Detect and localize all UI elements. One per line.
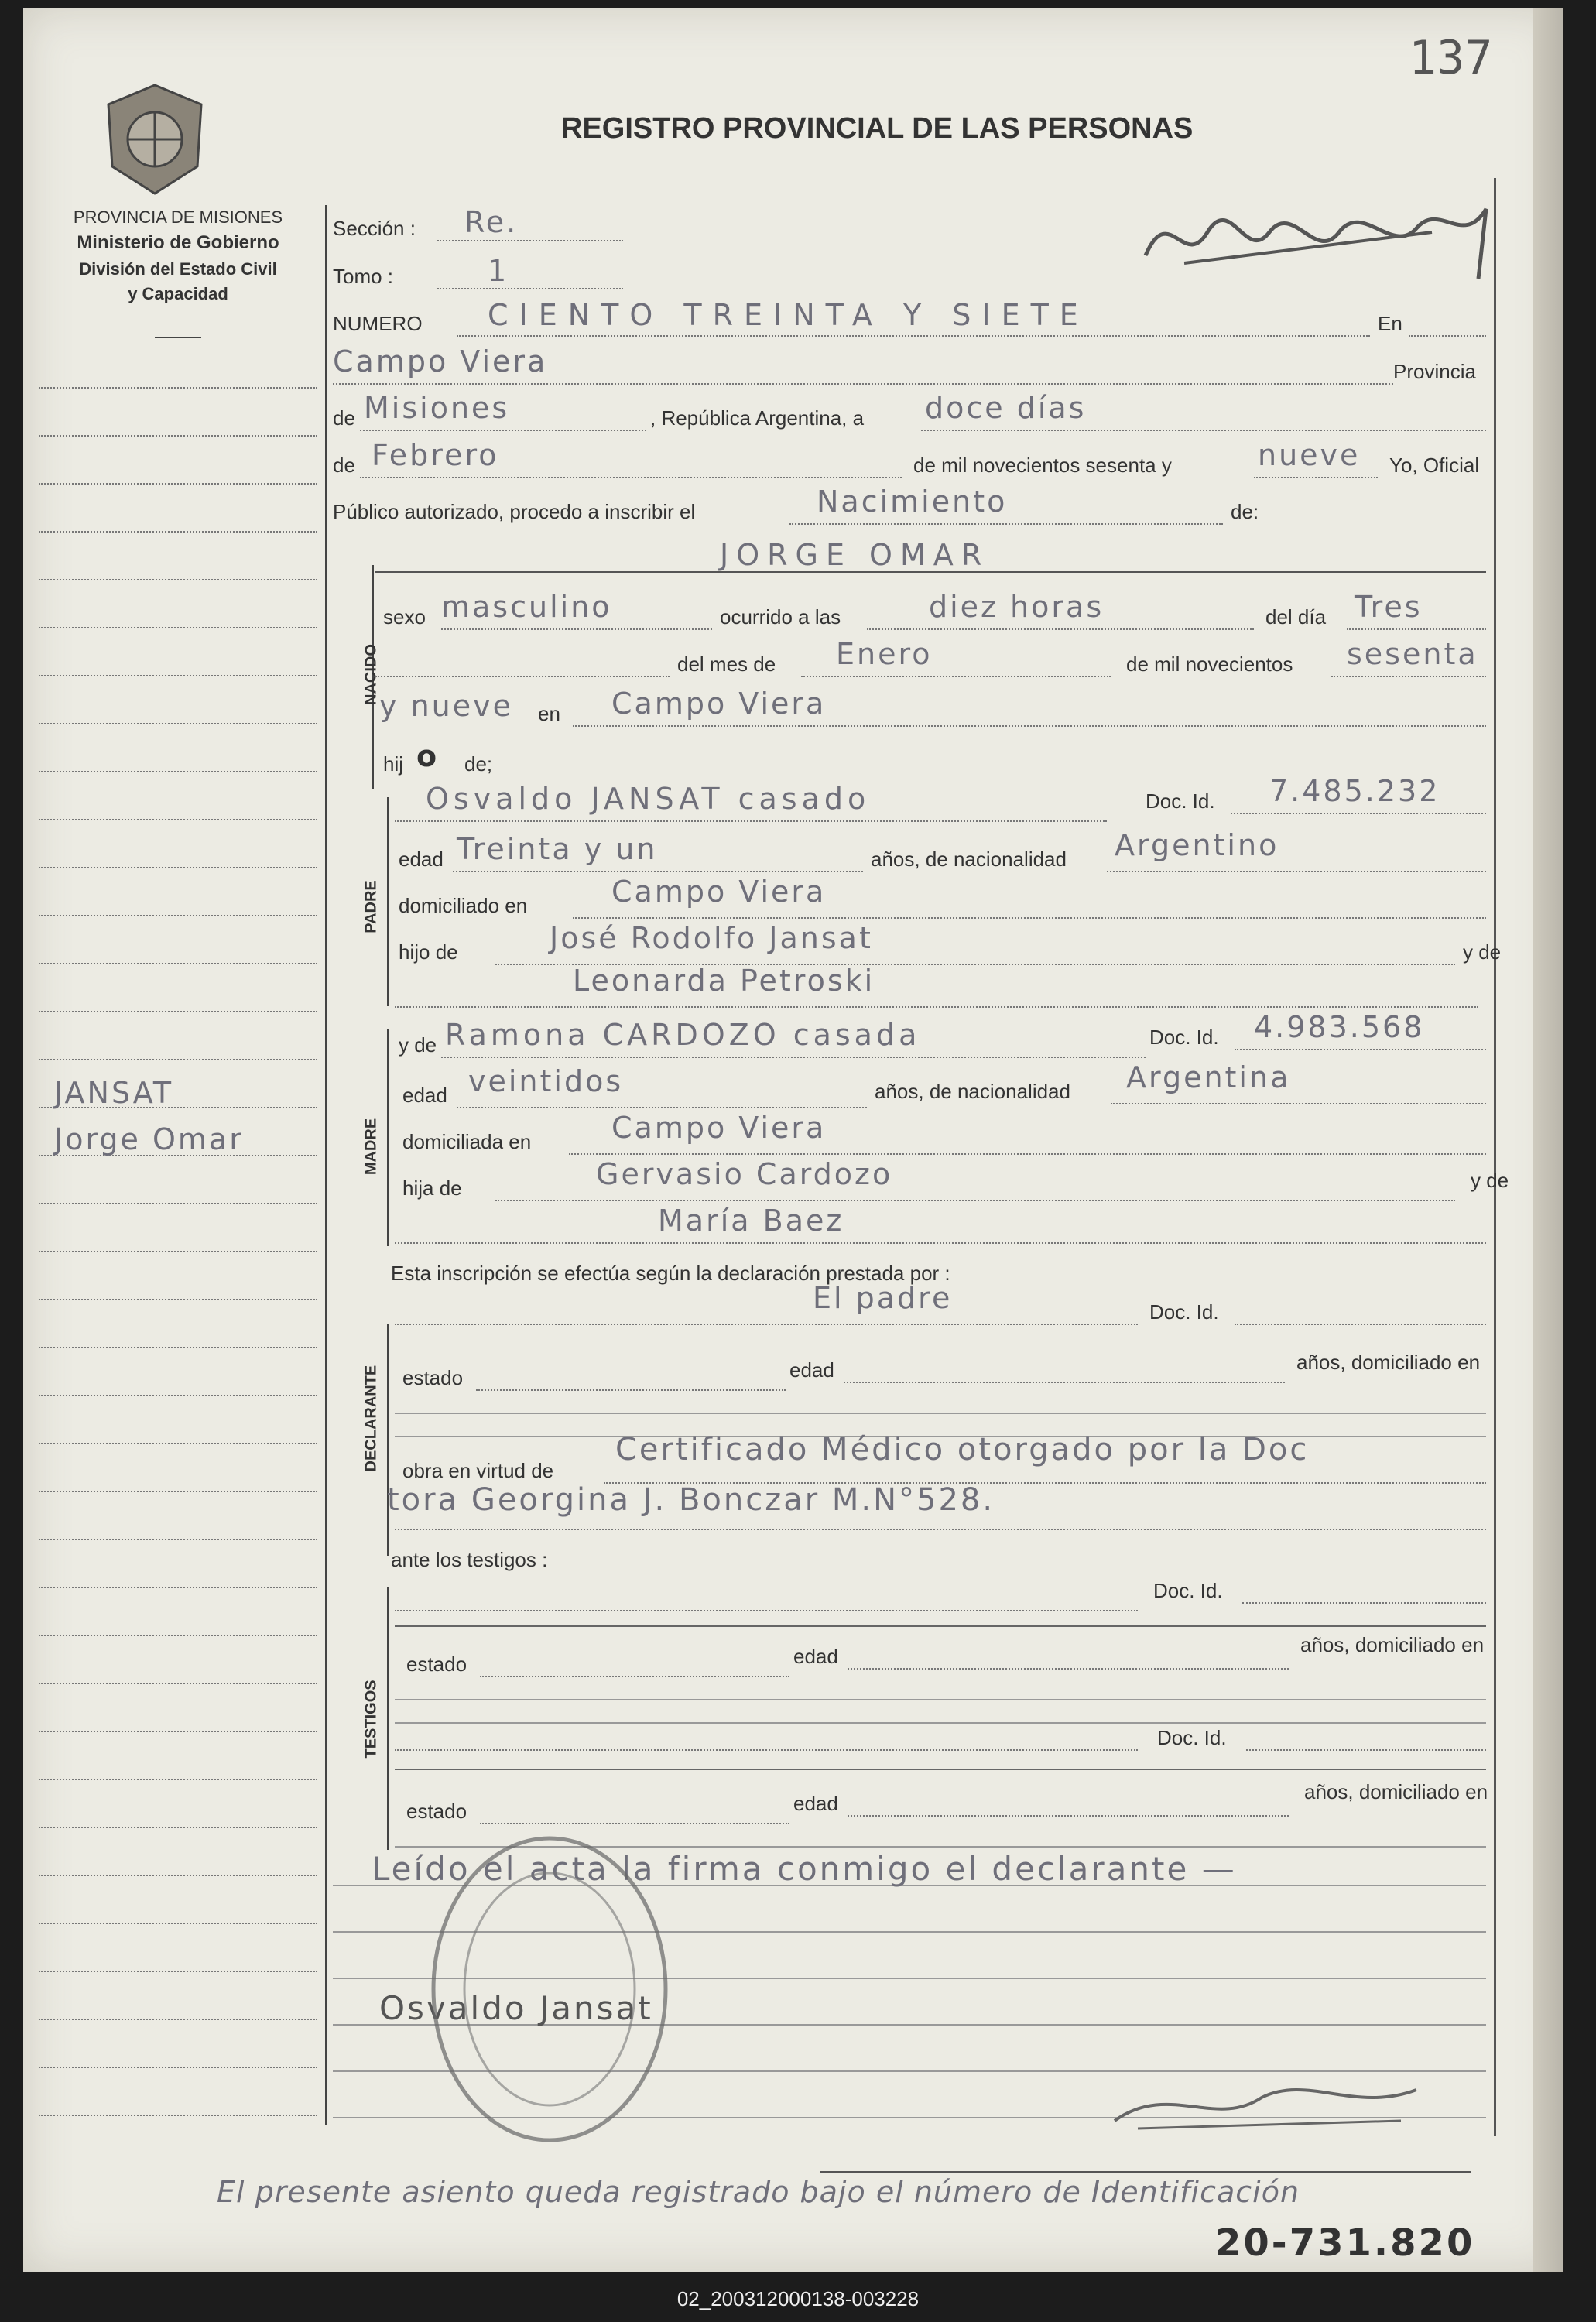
sexo-label: sexo — [383, 605, 426, 628]
margin-line — [39, 1827, 317, 1828]
madre-edad-label: edad — [402, 1084, 447, 1107]
lugar-nac-value: Campo Viera — [611, 687, 827, 721]
id-number: 20-731.820 — [1215, 2221, 1475, 2265]
padre-edad-label: edad — [399, 848, 444, 871]
testigo1-dom-line — [395, 1699, 1486, 1700]
testigo2-doc-line — [1246, 1749, 1486, 1751]
margin-line — [39, 2067, 317, 2068]
declarante-edad-label: edad — [789, 1358, 834, 1382]
madre-line — [441, 1057, 1146, 1058]
signature-line — [820, 2171, 1471, 2173]
numero-line — [457, 335, 1370, 337]
testigo1-dom-line2 — [395, 1722, 1486, 1724]
tomo-line — [437, 288, 623, 289]
dia-nac-value: Tres — [1355, 590, 1423, 624]
declarante-doc-line — [1235, 1324, 1486, 1325]
mil-nov-label: de mil novecientos — [1126, 652, 1293, 676]
padre-dom-line — [573, 917, 1486, 919]
testigo1-estado-label: estado — [406, 1652, 467, 1676]
republica-label: , República Argentina, a — [650, 406, 865, 430]
anio-line — [1254, 477, 1378, 478]
acto-line — [789, 523, 1223, 525]
hijo-de-label: hijo de — [399, 940, 458, 964]
padre-border — [387, 797, 389, 1006]
margin-line — [39, 867, 317, 868]
margin-line — [39, 1443, 317, 1444]
publico-label: Público autorizado, procedo a inscribir el — [333, 500, 696, 523]
abuelo-m-line — [495, 1200, 1455, 1201]
mes-line — [360, 477, 902, 478]
y-de2-label: y de — [399, 1033, 437, 1057]
hij-label: hij — [383, 752, 404, 776]
y-de-label: y de — [1463, 940, 1502, 964]
del-mes-label: del mes de — [677, 652, 776, 676]
declarante-value: El padre — [813, 1281, 953, 1315]
margin-line — [39, 1059, 317, 1060]
padre-nac-line — [1107, 871, 1486, 872]
obra-value1: Certificado Médico otorgado por la Doc — [615, 1432, 1310, 1468]
margin-line — [39, 1683, 317, 1684]
anio-value: nueve — [1258, 438, 1361, 472]
testigo1-edad-label: edad — [793, 1645, 838, 1668]
numero-value: CIENTO TREINTA Y SIETE — [488, 298, 1089, 332]
tomo-value: 1 — [488, 254, 509, 288]
madre-dom-line — [569, 1153, 1486, 1155]
declarante-dom-label: años, domiciliado en — [1296, 1351, 1481, 1374]
margin-line — [39, 1875, 317, 1876]
margin-line — [39, 1251, 317, 1252]
dia-nac-line — [1347, 628, 1486, 630]
madre-edad-value: veintidos — [468, 1064, 624, 1098]
margin-line — [39, 1779, 317, 1780]
main-border — [325, 205, 327, 2125]
ante-testigos-label: ante los testigos : — [391, 1548, 548, 1571]
testigo2-line — [395, 1749, 1138, 1751]
anio-nac-value2: y nueve — [379, 689, 513, 723]
madre-dom-value: Campo Viera — [611, 1111, 827, 1145]
leido-text: Leído el acta la firma conmigo el declarante — — [372, 1850, 1237, 1888]
abuela-p-line — [395, 1006, 1478, 1008]
declarante-edad-line — [844, 1382, 1285, 1383]
margin-line — [39, 627, 317, 628]
nombre-value: JORGE OMAR — [720, 538, 990, 572]
sexo-line — [441, 628, 712, 630]
declarante-border — [387, 1324, 389, 1556]
testigo1-edad-line — [848, 1668, 1289, 1670]
page-edge — [1533, 8, 1563, 2272]
madre-nac-line — [1111, 1103, 1486, 1104]
de-label: de — [333, 406, 355, 430]
margin-line — [39, 435, 317, 437]
en-line — [1409, 335, 1486, 337]
madre-doc-label: Doc. Id. — [1149, 1026, 1219, 1049]
testigo1-estado-line — [480, 1676, 789, 1677]
official-seal-icon — [422, 1827, 677, 2156]
madre-doc-value: 4.983.568 — [1254, 1010, 1425, 1044]
dia-value: doce días — [925, 391, 1087, 425]
margin-line — [39, 771, 317, 772]
official-signature — [1138, 186, 1502, 290]
obra-label: obra en virtud de — [402, 1459, 554, 1482]
provincial-crest-icon — [101, 81, 209, 201]
abuelo-p-value: José Rodolfo Jansat — [550, 921, 873, 955]
acto-value: Nacimiento — [817, 485, 1008, 519]
margin-names: Jorge Omar — [54, 1122, 244, 1156]
margin-line — [39, 1491, 317, 1492]
obra-line2 — [395, 1529, 1486, 1530]
officer-signature — [1107, 2067, 1432, 2148]
madre-edad-line — [457, 1107, 867, 1108]
declarante-line — [395, 1324, 1138, 1325]
margin-line — [39, 2115, 317, 2116]
padre-dom-label: domiciliado en — [399, 894, 528, 917]
margin-line — [39, 723, 317, 724]
side-header-line4: y Capacidad — [128, 283, 228, 303]
image-caption: 02_200312000138-003228 — [0, 2276, 1596, 2322]
testigo1-dom-label: años, domiciliado en — [1300, 1633, 1485, 1656]
testigo2-doc-label: Doc. Id. — [1157, 1726, 1227, 1749]
abuela-p-value: Leonarda Petroski — [573, 964, 875, 998]
testigo1-rule — [395, 1625, 1486, 1627]
padre-doc-value: 7.485.232 — [1269, 774, 1440, 808]
margin-line — [39, 1731, 317, 1732]
seccion-value: Re. — [464, 205, 519, 239]
y-de-m-label: y de — [1471, 1169, 1509, 1192]
document-page — [23, 8, 1563, 2272]
margin-line — [39, 1347, 317, 1348]
document-title: REGISTRO PROVINCIAL DE LAS PERSONAS — [561, 112, 1194, 145]
header-dash — [155, 337, 201, 338]
padre-edad-line — [453, 871, 863, 872]
madre-dom-label: domiciliada en — [402, 1130, 532, 1153]
margin-line — [39, 531, 317, 533]
obra-value2: tora Georgina J. Bonczar M.N°528. — [387, 1482, 995, 1518]
hora-line — [867, 628, 1254, 630]
testigo2-edad-label: edad — [793, 1792, 838, 1815]
anio-nac-line — [1331, 676, 1486, 677]
mes-nac-line — [801, 676, 1111, 677]
margin-line — [39, 819, 317, 820]
nombre-line — [375, 571, 1486, 573]
en-label: En — [1378, 312, 1402, 335]
padre-dom-value: Campo Viera — [611, 875, 827, 909]
mes-value: Febrero — [372, 438, 499, 472]
madre-section-label: MADRE — [362, 1118, 380, 1176]
hora-value: diez horas — [929, 590, 1105, 624]
de-semi-label: de; — [464, 752, 493, 776]
madre-border — [387, 1029, 389, 1246]
nota-text: El presente asiento queda registrado bajo el número de Identificación — [217, 2175, 1300, 2209]
margin-line — [39, 579, 317, 580]
side-header-line2: Ministerio de Gobierno — [77, 231, 279, 253]
margin-line — [39, 915, 317, 916]
margin-line — [39, 1539, 317, 1540]
declarante-signature: Osvaldo Jansat — [379, 1989, 653, 2027]
seccion-line — [437, 240, 623, 241]
testigo1-doc-label: Doc. Id. — [1153, 1579, 1223, 1602]
padre-nac-label: años, de nacionalidad — [871, 848, 1067, 871]
sexo-value: masculino — [441, 590, 612, 624]
testigo1-line — [395, 1610, 1138, 1611]
testigo2-dom-label: años, domiciliado en — [1304, 1780, 1488, 1803]
madre-value: Ramona CARDOZO casada — [445, 1018, 921, 1052]
esta-inscripcion-label: Esta inscripción se efectúa según la declaración prestada por : — [391, 1262, 950, 1285]
side-header-line1: PROVINCIA DE MISIONES — [73, 207, 283, 227]
hij-value: o — [416, 739, 440, 773]
testigo2-edad-line — [848, 1815, 1289, 1817]
margin-line — [39, 2019, 317, 2020]
margin-line — [39, 1011, 317, 1012]
abuela-m-value: María Baez — [658, 1204, 844, 1238]
lugar-line — [333, 383, 1393, 385]
padre-edad-value: Treinta y un — [457, 832, 658, 866]
madre-nac-value: Argentina — [1126, 1060, 1291, 1094]
anio-nac-value1: sesenta — [1347, 637, 1478, 671]
margin-line — [39, 1971, 317, 1972]
abuela-m-line — [395, 1242, 1486, 1244]
departamento-line — [360, 430, 646, 431]
declarante-doc-label: Doc. Id. — [1149, 1300, 1219, 1324]
margin-line — [39, 1203, 317, 1204]
madre-doc-line — [1235, 1049, 1486, 1050]
testigo2-rule — [395, 1769, 1486, 1770]
pre-mes-line — [375, 676, 670, 677]
declarante-estado-line — [476, 1389, 786, 1391]
provincia-label: Provincia — [1393, 360, 1476, 383]
nacido-section-label: NACIDO — [362, 644, 380, 705]
padre-doc-label: Doc. Id. — [1146, 789, 1215, 813]
testigo2-estado-label: estado — [406, 1800, 467, 1823]
margin-line — [39, 483, 317, 485]
page-number: 137 — [1409, 31, 1493, 85]
testigo2-estado-line — [480, 1823, 789, 1824]
padre-doc-line — [1231, 813, 1486, 814]
dia-line — [921, 430, 1486, 431]
margin-line — [39, 963, 317, 964]
yo-oficial-label: Yo, Oficial — [1389, 454, 1480, 477]
de2-label: de — [333, 454, 355, 477]
hija-de-label: hija de — [402, 1176, 462, 1200]
ocurrido-label: ocurrido a las — [720, 605, 841, 628]
madre-nac-label: años, de nacionalidad — [875, 1080, 1070, 1103]
declarante-dom-line — [395, 1413, 1486, 1414]
side-header-line3: División del Estado Civil — [79, 259, 277, 279]
de-colon-label: de: — [1231, 500, 1259, 523]
lugar-nac-line — [573, 725, 1486, 727]
margin-line — [39, 1395, 317, 1396]
padre-line — [395, 820, 1107, 822]
margin-line — [39, 675, 317, 676]
right-border — [1494, 178, 1496, 2136]
declarante-estado-label: estado — [402, 1366, 464, 1389]
sesenta-label: de mil novecientos sesenta y — [913, 454, 1172, 477]
margin-line — [39, 1923, 317, 1924]
del-dia-label: del día — [1265, 605, 1327, 628]
seccion-label: Sección : — [333, 217, 416, 240]
padre-value: Osvaldo JANSAT casado — [426, 782, 871, 816]
testigos-border — [387, 1587, 389, 1850]
mes-nac-value: Enero — [836, 637, 933, 671]
margin-line — [39, 387, 317, 389]
testigos-section-label: TESTIGOS — [362, 1680, 380, 1759]
margin-surname: JANSAT — [54, 1076, 174, 1110]
testigo1-doc-line — [1242, 1602, 1486, 1604]
tomo-label: Tomo : — [333, 265, 394, 288]
margin-line — [39, 1299, 317, 1300]
numero-label: NUMERO — [333, 312, 423, 335]
side-header — [31, 205, 325, 306]
lugar-value: Campo Viera — [333, 344, 548, 378]
padre-section-label: PADRE — [362, 880, 380, 933]
declarante-section-label: DECLARANTE — [362, 1365, 380, 1472]
abuelo-m-value: Gervasio Cardozo — [596, 1157, 893, 1191]
margin-line — [39, 1635, 317, 1636]
padre-nac-value: Argentino — [1115, 828, 1279, 862]
margin-line — [39, 1587, 317, 1588]
departamento-value: Misiones — [364, 391, 510, 425]
en-nac-label: en — [538, 702, 560, 725]
